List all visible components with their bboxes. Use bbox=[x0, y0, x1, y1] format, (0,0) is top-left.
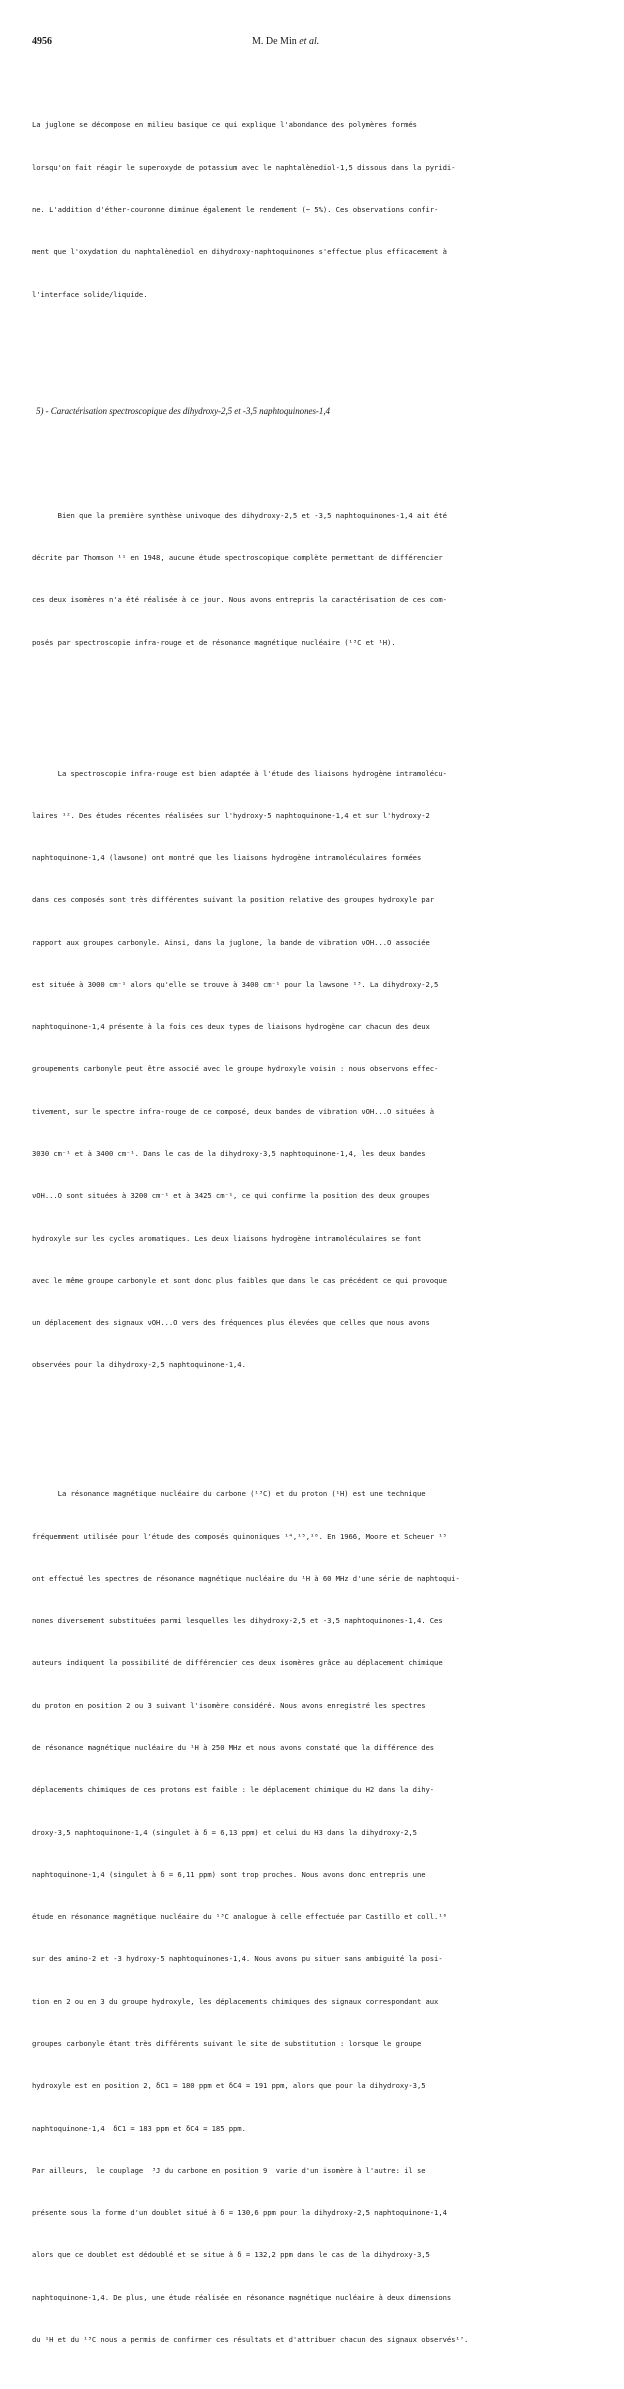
text-line: déplacements chimiques de ces protons est faible : le déplacement chimique du H2 dans la dihy- bbox=[32, 1785, 435, 1795]
paragraph-3 bbox=[32, 738, 598, 1400]
text-line: hydroxyle sur les cycles aromatiques. Les deux liaisons hydrogène intramoléculaires se font bbox=[32, 1233, 422, 1243]
text-line: un déplacement des signaux νOH...O vers des fréquences plus élevées que celles que nous avons bbox=[32, 1318, 430, 1328]
text-line: posés par spectroscopie infra-rouge et de résonance magnétique nucléaire (¹³C et ¹H). bbox=[32, 637, 396, 647]
text-line: de résonance magnétique nucléaire du ¹H à 250 MHz et nous avons constaté que la différence des bbox=[32, 1742, 435, 1752]
text-line: νOH...O sont situées à 3200 cm⁻¹ et à 3425 cm⁻¹, ce qui confirme la position des deux groupes bbox=[32, 1191, 430, 1201]
text-line: rapport aux groupes carbonyle. Ainsi, dans la juglone, la bande de vibration νOH...O associée bbox=[32, 937, 430, 947]
text-line: Par ailleurs, le couplage ³J du carbone en position 9 varie d'un isomère à l'autre: il se bbox=[32, 2165, 426, 2175]
text-line: La juglone se décompose en milieu basique ce qui explique l'abondance des polymères formés bbox=[32, 120, 417, 130]
text-line: ces deux isomères n'a été réalisée à ce jour. Nous avons entrepris la caractérisation de ces com- bbox=[32, 595, 447, 605]
spacer bbox=[32, 358, 598, 376]
text-line: La spectroscopie infra-rouge est bien adaptée à l'étude des liaisons hydrogène intramolécu- bbox=[32, 768, 447, 778]
text-line: La résonance magnétique nucléaire du carbone (¹³C) et du proton (¹H) est une technique bbox=[32, 1489, 426, 1499]
text-line: hydroxyle est en position 2, δC1 = 180 ppm et δC4 = 191 ppm, alors que pour la dihydroxy-3,5 bbox=[32, 2081, 426, 2091]
text-line: tivement, sur le spectre infra-rouge de ce composé, deux bandes de vibration νOH...O situées à bbox=[32, 1106, 435, 1116]
text-line: alors que ce doublet est dédoublé et se situe à δ = 132,2 ppm dans le cas de la dihydroxy-3,5 bbox=[32, 2250, 430, 2260]
paragraph-2 bbox=[32, 481, 598, 678]
text-line: décrite par Thomson ¹¹ en 1948, aucune étude spectroscopique complète permettant de différencier bbox=[32, 553, 443, 563]
article-body bbox=[32, 62, 598, 2389]
section-heading: 5) - Caractérisation spectroscopique des dihydroxy-2,5 et -3,5 naphtoquinones-1,4 bbox=[36, 406, 330, 417]
text-line: sur des amino-2 et -3 hydroxy-5 naphtoquinones-1,4. Nous avons pu situer sans ambiguité la posi- bbox=[32, 1954, 443, 1964]
paragraph-4 bbox=[32, 1459, 598, 2375]
text-line: 3030 cm⁻¹ et à 3400 cm⁻¹. Dans le cas de la dihydroxy-3,5 naphtoquinone-1,4, les deux bandes bbox=[32, 1149, 426, 1159]
text-line: Bien que la première synthèse univoque des dihydroxy-2,5 et -3,5 naphtoquinones-1,4 ait été bbox=[32, 510, 447, 520]
page-number: 4956 bbox=[32, 36, 52, 47]
spacer bbox=[32, 706, 598, 710]
text-line: naphtoquinone-1,4 (singulet à δ = 6,11 ppm) sont trop proches. Nous avons donc entrepris une bbox=[32, 1869, 426, 1879]
text-line: fréquemment utilisée pour l'étude des composés quinoniques ¹⁴,¹⁵,¹⁶. En 1966, Moore et Scheuer ¹⁵ bbox=[32, 1531, 447, 1541]
text-line: nones diversement substituées parmi lesquelles les dihydroxy-2,5 et -3,5 naphtoquinones-1,4. Ces bbox=[32, 1616, 443, 1626]
text-line: laires ¹². Des études récentes réalisées sur l'hydroxy-5 naphtoquinone-1,4 et sur l'hydroxy-2 bbox=[32, 810, 430, 820]
text-line: ment que l'oxydation du naphtalènediol en dihydroxy-naphtoquinones s'effectue plus efficacement à bbox=[32, 247, 447, 257]
running-head-authors: M. De Min bbox=[252, 36, 297, 47]
text-line: tion en 2 ou en 3 du groupe hydroxyle, les déplacements chimiques des signaux correspondant aux bbox=[32, 1996, 439, 2006]
text-line: naphtoquinone-1,4. De plus, une étude réalisée en résonance magnétique nucléaire à deux dimensions bbox=[32, 2292, 452, 2302]
text-line: dans ces composés sont très différentes suivant la position relative des groupes hydroxyle par bbox=[32, 895, 435, 905]
text-line: étude en résonance magnétique nucléaire du ¹³C analogue à celle effectuée par Castillo et coll.¹⁶ bbox=[32, 1912, 447, 1922]
running-head-etal: et al. bbox=[299, 36, 320, 47]
text-line: naphtoquinone-1,4 (lawsone) ont montré que les liaisons hydrogène intramoléculaires formées bbox=[32, 853, 422, 863]
text-line: lorsqu'on fait réagir le superoxyde de potassium avec le naphtalènediol-1,5 dissous dans la pyridi- bbox=[32, 162, 456, 172]
running-head bbox=[252, 36, 319, 47]
text-line: du proton en position 2 ou 3 suivant l'isomère considéré. Nous avons enregistré les spectres bbox=[32, 1700, 426, 1710]
text-line: auteurs indiquent la possibilité de différencier ces deux isomères grâce au déplacement chimique bbox=[32, 1658, 443, 1668]
page-header bbox=[32, 36, 592, 50]
text-line: avec le même groupe carbonyle et sont donc plus faibles que dans le cas précédent ce qui provoque bbox=[32, 1275, 447, 1285]
text-line: ne. L'addition d'éther-couronne diminue également le rendement (~ 5%). Ces observations confir- bbox=[32, 204, 439, 214]
text-line: groupements carbonyle peut être associé avec le groupe hydroxyle voisin : nous observons effec- bbox=[32, 1064, 439, 1074]
text-line: l'interface solide/liquide. bbox=[32, 289, 148, 299]
text-line: est située à 3000 cm⁻¹ alors qu'elle se trouve à 3400 cm⁻¹ pour la lawsone ¹³. La dihydroxy-2,5 bbox=[32, 979, 439, 989]
text-line: naphtoquinone-1,4 présente à la fois ces deux types de liaisons hydrogène car chacun des deux bbox=[32, 1022, 430, 1032]
text-line: droxy-3,5 naphtoquinone-1,4 (singulet à δ = 6,13 ppm) et celui du H3 dans la dihydroxy-2,5 bbox=[32, 1827, 417, 1837]
text-line: ont effectué les spectres de résonance magnétique nucléaire du ¹H à 60 MHz d'une série de naphtoqui- bbox=[32, 1573, 460, 1583]
text-line: observées pour la dihydroxy-2,5 naphtoquinone-1,4. bbox=[32, 1360, 246, 1370]
text-line: présente sous la forme d'un doublet situé à δ = 130,6 ppm pour la dihydroxy-2,5 naphtoquinone-1,4 bbox=[32, 2208, 447, 2218]
text-line: du ¹H et du ¹³C nous a permis de confirmer ces résultats et d'attribuer chacun des signaux observés¹⁷. bbox=[32, 2334, 469, 2344]
paragraph-1 bbox=[32, 90, 598, 330]
spacer bbox=[32, 1429, 598, 1431]
spacer bbox=[32, 446, 598, 452]
text-line: naphtoquinone-1,4 δC1 = 183 ppm et δC4 = 185 ppm. bbox=[32, 2123, 246, 2133]
text-line: groupes carbonyle étant très différents suivant le site de substitution : lorsque le groupe bbox=[32, 2038, 422, 2048]
